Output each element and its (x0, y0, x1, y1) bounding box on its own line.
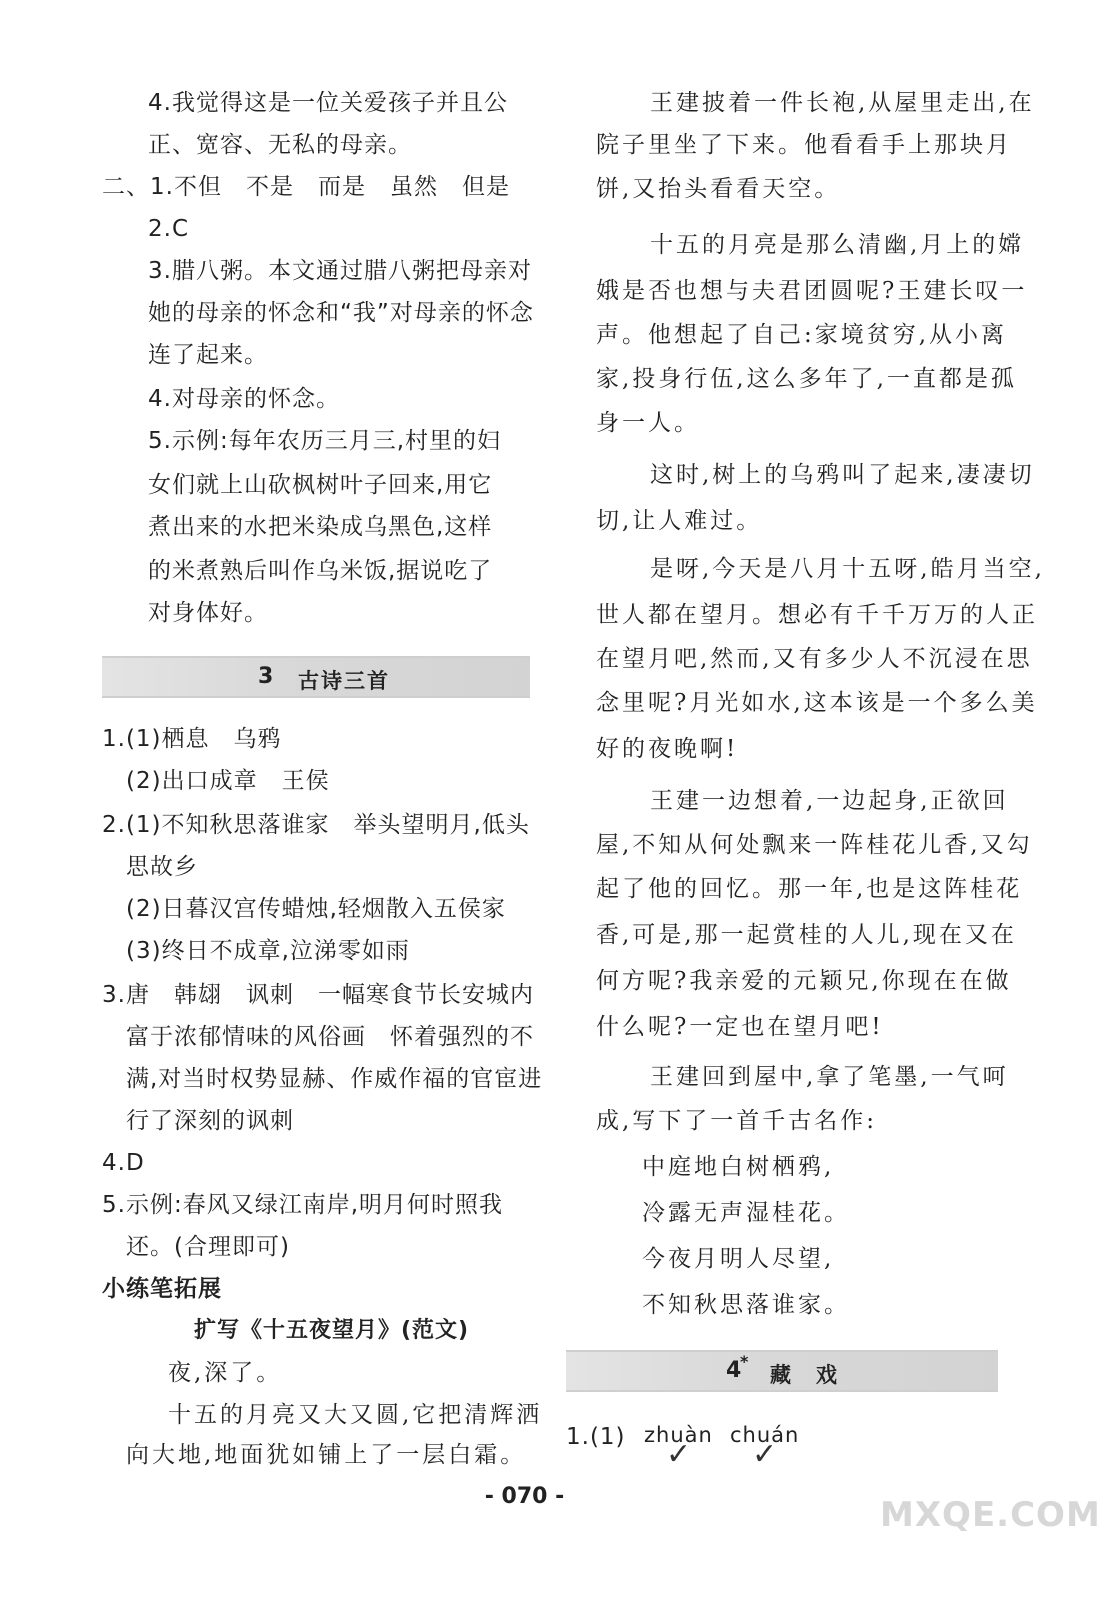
answer-line: 的米煮熟后叫作乌米饭,据说吃了 (148, 558, 493, 584)
essay-line: 切,让人难过。 (596, 508, 763, 534)
essay-line: 十五的月亮又大又圆,它把清辉洒 (168, 1402, 543, 1428)
section-title: 古诗三首 (298, 669, 390, 693)
answer-line: 女们就上山砍枫树叶子回来,用它 (148, 472, 493, 498)
answer-line: (2)出口成章 王侯 (126, 768, 330, 794)
extension-heading: 小练笔拓展 (102, 1276, 222, 1302)
answer-line: 二、1.不但 不是 而是 虽然 但是 (102, 174, 510, 200)
essay-line: 王建披着一件长袍,从屋里走出,在 (650, 90, 1035, 116)
essay-line: 世人都在望月。想必有千千万万的人正 (596, 602, 1038, 628)
section-number: 4 (726, 1358, 742, 1383)
answer-line: 还。(合理即可) (126, 1234, 290, 1260)
section-number: 3 (258, 664, 274, 689)
essay-line: 院子里坐了下来。他看看手上那块月 (596, 132, 1012, 158)
answer-line: 连了起来。 (148, 342, 268, 368)
answer-line: 对身体好。 (148, 600, 268, 626)
essay-line: 饼,又抬头看看天空。 (596, 176, 841, 202)
poem-line: 不知秋思落谁家。 (642, 1292, 850, 1318)
answer-line: 2.(1)不知秋思落谁家 举头望明月,低头 (102, 812, 530, 838)
answer-line: 5.示例:春风又绿江南岸,明月何时照我 (102, 1192, 504, 1218)
essay-line: 向大地,地面犹如铺上了一层白霜。 (126, 1442, 527, 1468)
section-3-banner (102, 656, 530, 698)
essay-line: 何方呢?我亲爱的元颖兄,你现在在做 (596, 968, 1012, 994)
essay-line: 王建一边想着,一边起身,正欲回 (650, 788, 1009, 814)
essay-line: 屋,不知从何处飘来一阵桂花儿香,又勾 (596, 832, 1033, 858)
answer-line: 3.唐 韩翃 讽刺 一幅寒食节长安城内 (102, 982, 534, 1008)
essay-line: 王建回到屋中,拿了笔墨,一气呵 (650, 1064, 1009, 1090)
essay-line: 好的夜晚啊! (596, 736, 739, 762)
section-4-banner (566, 1350, 998, 1392)
answer-line: (3)终日不成章,泣涕零如雨 (126, 938, 410, 964)
essay-line: 娥是否也想与夫君团圆呢?王建长叹一 (596, 278, 1028, 304)
poem-line: 今夜月明人尽望, (642, 1246, 835, 1272)
essay-line: 什么呢?一定也在望月吧! (596, 1014, 884, 1040)
essay-title: 扩写《十五夜望月》(范文) (194, 1318, 470, 1343)
site-watermark: MXQE.COM (880, 1495, 1101, 1535)
essay-line: 香,可是,那一起赏桂的人儿,现在又在 (596, 922, 1017, 948)
essay-line: 在望月吧,然而,又有多少人不沉浸在思 (596, 646, 1033, 672)
answer-line: 4.我觉得这是一位关爱孩子并且公 (148, 90, 508, 116)
answer-line: 3.腊八粥。本文通过腊八粥把母亲对 (148, 258, 532, 284)
answer-line: 4.对母亲的怀念。 (148, 386, 340, 412)
answer-line: 5.示例:每年农历三月三,村里的妇 (148, 428, 502, 454)
essay-line: 成,写下了一首千古名作: (596, 1108, 878, 1134)
pinyin-answer: chuán (730, 1423, 800, 1447)
answer-line: 4.D (102, 1150, 145, 1176)
essay-line: 是呀,今天是八月十五呀,皓月当空, (650, 556, 1045, 582)
essay-line: 起了他的回忆。那一年,也是这阵桂花 (596, 876, 1023, 902)
answer-line: (2)日暮汉宫传蜡烛,轻烟散入五侯家 (126, 896, 506, 922)
pinyin-answer: zhuàn (644, 1423, 713, 1447)
answer-line: 正、宽容、无私的母亲。 (148, 132, 412, 158)
essay-line: 声。他想起了自己:家境贫穷,从小离 (596, 322, 1008, 348)
check-mark-icon: ✓ (666, 1437, 692, 1472)
answer-line: 她的母亲的怀念和“我”对母亲的怀念 (148, 300, 534, 326)
answer-line: 1.(1)栖息 乌鸦 (102, 726, 282, 752)
poem-line: 冷露无声湿桂花。 (642, 1200, 850, 1226)
essay-line: 身一人。 (596, 410, 700, 436)
essay-line: 家,投身行伍,这么多年了,一直都是孤 (596, 366, 1017, 392)
check-mark-icon: ✓ (752, 1437, 778, 1472)
essay-line: 十五的月亮是那么清幽,月上的嫦 (650, 232, 1025, 258)
answer-line: 行了深刻的讽刺 (126, 1108, 294, 1134)
section-title: 藏 戏 (770, 1363, 839, 1387)
answer-line: 2.C (148, 216, 190, 242)
answer-line: 煮出来的水把米染成乌黑色,这样 (148, 514, 493, 540)
question-label: 1.(1) (566, 1424, 626, 1450)
answer-line: 满,对当时权势显赫、作威作福的官宦进 (126, 1066, 543, 1092)
poem-line: 中庭地白树栖鸦, (642, 1154, 835, 1180)
answer-line: 思故乡 (126, 854, 198, 880)
essay-line: 念里呢?月光如水,这本该是一个多么美 (596, 690, 1038, 716)
optional-lesson-mark: * (740, 1352, 749, 1371)
essay-line: 这时,树上的乌鸦叫了起来,凄凄切 (650, 462, 1035, 488)
essay-line: 夜,深了。 (168, 1360, 283, 1386)
page-number: - 070 - (484, 1484, 565, 1509)
answer-line: 富于浓郁情味的风俗画 怀着强烈的不 (126, 1024, 534, 1050)
